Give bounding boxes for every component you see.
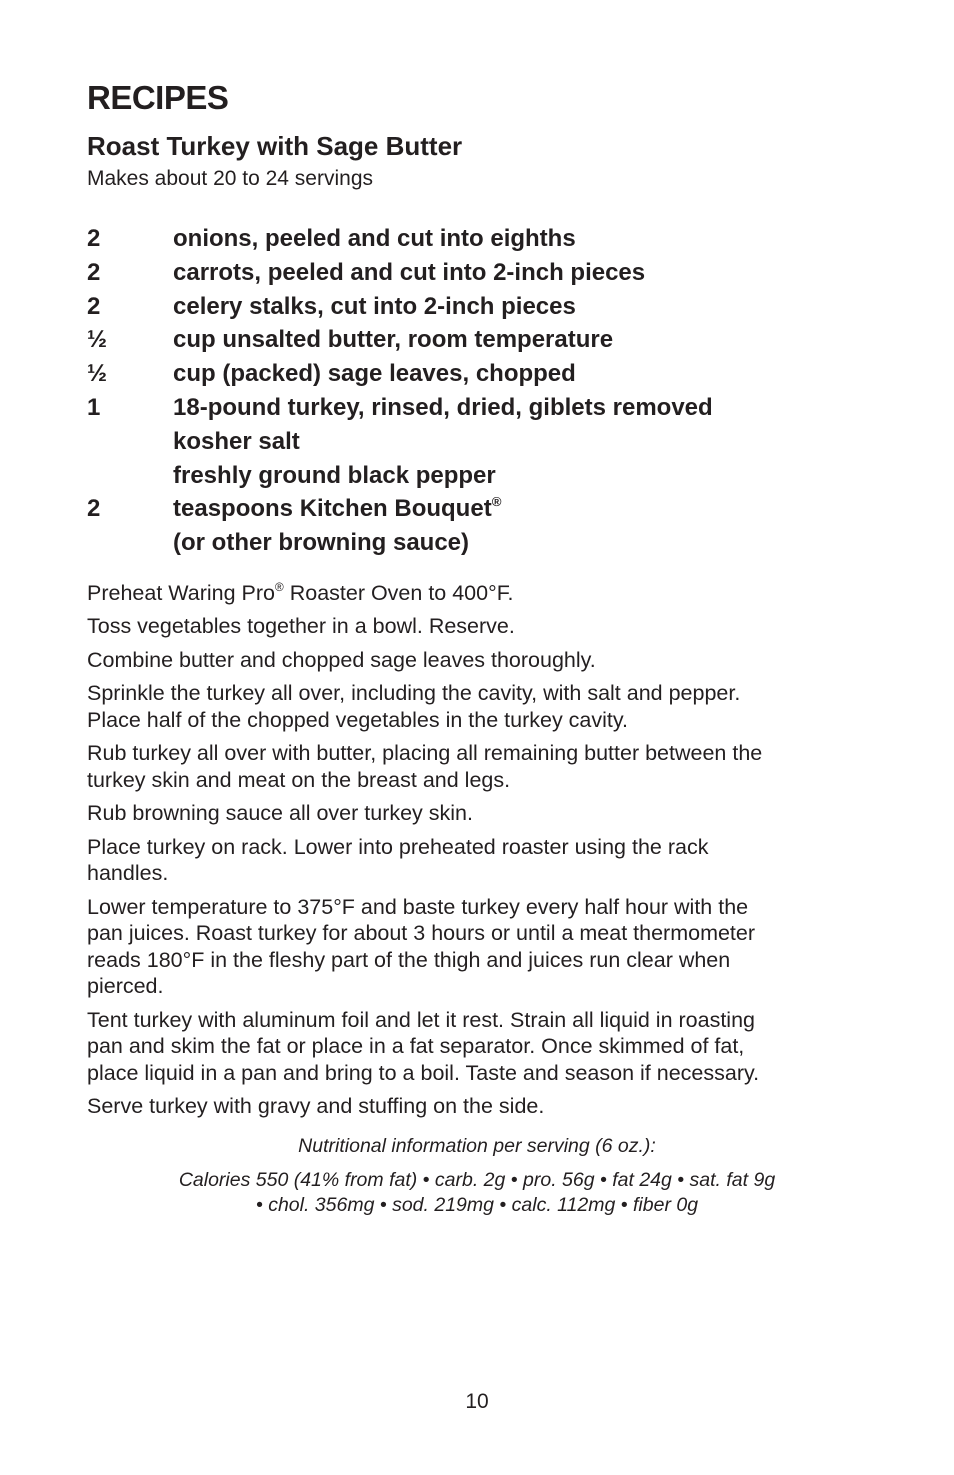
- instruction-step: Rub browning sauce all over turkey skin.: [87, 801, 473, 826]
- ingredient-item: kosher salt: [173, 427, 300, 455]
- instruction-step: Combine butter and chopped sage leaves thoroughly.: [87, 647, 596, 672]
- page-number: 10: [465, 1390, 489, 1413]
- registered-mark: ®: [491, 494, 502, 510]
- ingredient-list: [87, 222, 877, 560]
- servings-text: Makes about 20 to 24 servings: [87, 167, 374, 190]
- step-text: Preheat Waring Pro: [87, 580, 276, 605]
- ingredient-item: freshly ground black pepper: [173, 461, 496, 489]
- ingredient-qty: 2: [87, 292, 101, 320]
- instruction-step: Toss vegetables together in a bowl. Reserve.: [87, 614, 515, 639]
- step-text: Roaster Oven to 400°F.: [283, 580, 514, 605]
- ingredient-row: [87, 526, 877, 560]
- instruction-step: Lower temperature to 375°F and baste turkey every half hour with the pan juices. Roast turkey for about 3 hours or until a meat thermometer reads 180°F in the fleshy part of the thigh and juices run clear when pierced.: [87, 894, 756, 999]
- ingredient-qty: [87, 425, 173, 459]
- ingredient-qty: 2: [87, 225, 101, 252]
- registered-mark: ®: [275, 580, 284, 595]
- ingredient-row: [87, 357, 877, 391]
- instruction-step: Rub turkey all over with butter, placing all remaining butter between the turkey skin and meat on the breast and legs.: [87, 741, 763, 792]
- ingredient-item: 18-pound turkey, rinsed, dried, giblets removed: [173, 393, 713, 421]
- ingredient-item: cup (packed) sage leaves, chopped: [173, 360, 576, 388]
- instruction-step: [87, 580, 877, 607]
- recipe-title: Roast Turkey with Sage Butter: [87, 131, 463, 161]
- ingredient-row: [87, 256, 877, 290]
- ingredient-row: [87, 459, 877, 493]
- nutrition-details: Calories 550 (41% from fat) • carb. 2g • pro. 56g • fat 24g • sat. fat 9g • chol. 356mg • sod. 219mg • calc. 112mg • fiber 0g: [178, 1169, 776, 1216]
- ingredient-row: [87, 290, 877, 324]
- section-title: RECIPES: [87, 79, 229, 116]
- ingredient-qty: 2: [87, 258, 101, 286]
- ingredient-qty: 1: [87, 393, 101, 421]
- ingredient-item-text: teaspoons Kitchen Bouquet: [173, 495, 492, 523]
- ingredient-item: carrots, peeled and cut into 2-inch pieces: [173, 258, 646, 286]
- ingredient-row: [87, 391, 877, 425]
- nutrition-heading: Nutritional information per serving (6 oz.):: [298, 1134, 656, 1157]
- ingredient-qty: 2: [87, 495, 101, 523]
- nutrition-info: [87, 1134, 867, 1218]
- ingredient-item: onions, peeled and cut into eighths: [173, 225, 576, 252]
- instruction-step: Tent turkey with aluminum foil and let it rest. Strain all liquid in roasting pan and skim the fat or place in a fat separator. Once skimmed of fat, place liquid in a pan and bring to a boil. Taste and season if necessary.: [87, 1007, 760, 1085]
- ingredient-row: [87, 323, 877, 357]
- recipe-page: [87, 78, 877, 1217]
- ingredient-item: celery stalks, cut into 2-inch pieces: [173, 292, 576, 320]
- ingredient-qty: [87, 526, 173, 560]
- instruction-step: Place turkey on rack. Lower into preheated roaster using the rack handles.: [87, 834, 709, 886]
- ingredient-qty: ½: [87, 360, 108, 388]
- ingredient-row: [87, 222, 877, 256]
- ingredient-qty: ½: [87, 326, 108, 354]
- ingredient-qty: [87, 459, 173, 493]
- instruction-step: Serve turkey with gravy and stuffing on the side.: [87, 1094, 545, 1119]
- instruction-steps: [87, 580, 877, 1120]
- ingredient-item: cup unsalted butter, room temperature: [173, 326, 614, 354]
- ingredient-item: (or other browning sauce): [173, 529, 470, 557]
- ingredient-item: [173, 492, 877, 526]
- ingredient-row: [87, 425, 877, 459]
- instruction-step: Sprinkle the turkey all over, including the cavity, with salt and pepper. Place half of the chopped vegetables in the turkey cavity.: [87, 681, 741, 732]
- ingredient-row: [87, 492, 877, 526]
